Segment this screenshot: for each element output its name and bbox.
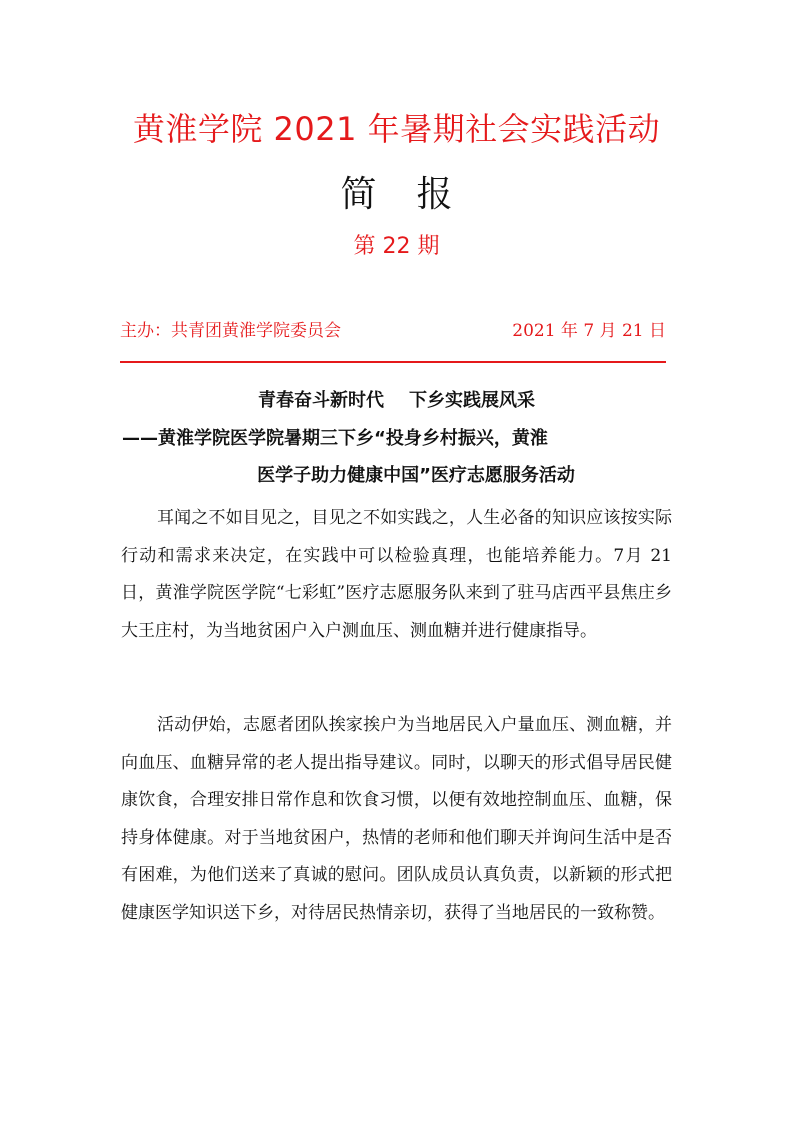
article-title: 青春奋斗新时代 下乡实践展风采	[257, 390, 536, 411]
article-paragraph: 活动伊始，志愿者团队挨家挨户为当地居民入户量血压、测血糖，并向血压、血糖异常的老人提出指导建议。同时，以聊天的形式倡导居民健康饮食，合理安排日常作息和饮食习惯，以便有效地控制血压、血糖，保持身体健康。对于当地贫困户，热情的老师和他们聊天并询问生活中是否有困难，为他们送来了真诚的慰问。团队成员认真负责，以新颖的形式把健康医学知识送下乡，对待居民热情亲切，获得了当地居民的一致称赞。	[121, 715, 672, 923]
header-divider	[120, 361, 666, 363]
article-subtitle-line1: ——黄淮学院医学院暑期三下乡“投身乡村振兴，黄淮	[122, 428, 548, 449]
publish-date: 2021 年 7 月 21 日	[512, 321, 666, 341]
article-paragraph: 耳闻之不如目见之，目见之不如实践之，人生必备的知识应该按实际行动和需求来决定，在实践中可以检验真理，也能培养能力。7月 21 日，黄淮学院医学院“七彩虹”医疗志愿服务队来到了驻马店西平县焦庄乡大王庄村，为当地贫困户入户测血压、测血糖并进行健康指导。	[121, 508, 672, 641]
issue-number: 第 22 期	[353, 234, 440, 259]
bulletin-main-title: 黄淮学院 2021 年暑期社会实践活动	[132, 110, 661, 148]
bulletin-sub-title: 简报	[340, 174, 493, 215]
article-subtitle	[122, 420, 670, 494]
sponsor-line: 主办：共青团黄淮学院委员会	[120, 321, 341, 341]
article-subtitle-line2: 医学子助力健康中国”医疗志愿服务活动	[257, 465, 575, 486]
